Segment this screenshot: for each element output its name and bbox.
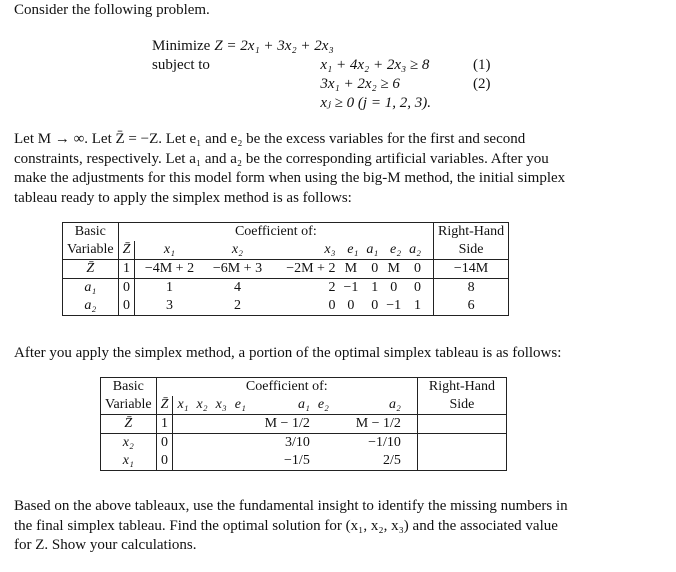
cell: −1/5 [250,452,314,471]
subject-to-label: subject to [152,57,210,73]
cell: 0 [156,434,173,453]
rhs-subheader: Side [434,241,509,260]
col-header: a₁ [362,241,382,260]
cell: 4 [233,280,241,295]
rhs-cell: −14M [434,260,509,279]
intro-text: Consider the following problem. [14,2,210,18]
cell: M − 1/2 [333,415,405,434]
cell: 0 [339,297,362,316]
cell: −1/10 [368,435,401,450]
cell: M [382,260,405,279]
cell[interactable] [193,434,212,453]
cell: 3 [135,297,204,316]
rhs-subheader: Side [417,396,506,415]
constraint-2-tag: (2) [472,76,491,92]
constraint-1-tag: (1) [472,57,491,73]
col-header: a₂ [333,396,405,415]
col-header: Z̄ [118,241,135,260]
cell: −1 [343,280,359,295]
col-header: a₂ [405,241,425,260]
row-basic: Z̄ [63,260,119,279]
paragraph-task [14,497,660,556]
basic-header: Basic [101,378,157,397]
col-header: Z̄ [156,396,173,415]
objective-function: Z = 2x₁ + 3x₂ + 2x₃ [214,38,334,54]
rhs-cell[interactable] [417,452,506,471]
variable-header: Variable [63,241,119,260]
constraint-1: x₁ + 4x₂ + 2x₃ ≥ 8 [320,57,430,73]
paragraph-line: tableau ready to apply the simplex method is as follows: [14,189,352,206]
cell: 1 [156,415,173,434]
cell: 1 [118,260,135,279]
row-basic: a₁ [63,279,119,298]
rhs-cell[interactable] [417,415,506,434]
cell: −4M + 2 [135,260,204,279]
rhs-cell: 8 [434,279,509,298]
basic-header: Basic [63,223,119,242]
paragraph-line: for Z. Show your calculations. [14,537,197,553]
cell[interactable] [193,452,212,471]
col-header: x₂ [193,396,212,415]
col-header: a₁ [250,396,314,415]
variable-header: Variable [101,396,157,415]
row-basic: x₂ [101,434,157,453]
cell: 0 [362,297,382,316]
paragraph-line: the final simplex tableau. Find the optimal solution for (x₁, x₂, x₃) and the associated value [14,517,558,534]
paragraph-line: make the adjustments for this model form when using the big-M method, the initial simplex [14,170,566,186]
cell: 1 [165,280,173,295]
rhs-cell: 6 [434,297,509,316]
cell: 3/10 [284,435,310,450]
col-header: e₁ [339,241,362,260]
cell: 0 [405,260,425,279]
cell[interactable] [314,452,333,471]
cell: 1 [405,297,425,316]
cell[interactable] [173,434,193,453]
rhs-cell[interactable] [417,434,506,453]
table-row [101,415,507,434]
col-header: x₃ [212,396,231,415]
cell: −1 [382,297,405,316]
cell[interactable] [314,415,333,434]
cell[interactable] [173,452,193,471]
rhs-header: Right-Hand [434,223,509,242]
cell: 0 [118,297,135,316]
objective-label: Minimize [152,38,211,54]
col-header: x₂ [203,241,271,260]
constraint-2: 3x₁ + 2x₂ ≥ 6 [320,76,400,92]
cell: 2 [328,280,336,295]
table-row [101,452,507,471]
nonnegativity: xⱼ ≥ 0 (j = 1, 2, 3). [320,95,431,111]
rhs-header: Right-Hand [417,378,506,397]
col-header: e₁ [231,396,250,415]
final-tableau [100,377,507,471]
cell[interactable] [231,415,250,434]
cell[interactable] [193,415,212,434]
cell[interactable] [212,434,231,453]
cell: 1 [371,280,379,295]
cell[interactable] [314,434,333,453]
lp-model [150,37,492,113]
cell: 0 [414,280,422,295]
cell: 0 [156,452,173,471]
cell: M [339,260,362,279]
cell[interactable] [212,452,231,471]
cell: −2M + 2 [271,260,339,279]
row-basic: a₂ [63,297,119,316]
col-header: x₃ [271,241,339,260]
col-header: e₂ [314,396,333,415]
initial-tableau [62,222,509,316]
paragraph-line: Let M → ∞. Let Z̄ = −Z. Let e₁ and e₂ be the excess variables for the first and second [14,131,526,147]
table-row [63,279,509,298]
cell: 2 [203,297,271,316]
cell[interactable] [212,415,231,434]
row-basic: x₁ [101,452,157,471]
col-header: x₁ [173,396,193,415]
cell: 2/5 [333,452,405,471]
table-row [101,434,507,453]
cell[interactable] [231,434,250,453]
table-row [63,260,509,279]
cell: M − 1/2 [250,415,314,434]
cell[interactable] [231,452,250,471]
coef-header: Coefficient of: [156,378,417,397]
cell: 0 [271,297,339,316]
table-row [63,297,509,316]
row-basic: Z̄ [101,415,157,434]
coef-header: Coefficient of: [118,223,433,242]
paragraph-line: constraints, respectively. Let a₁ and a₂ be the corresponding artificial variables. After you [14,150,549,167]
paragraph-line: Based on the above tableaux, use the fundamental insight to identify the missing numbers in [14,498,568,514]
cell: −6M + 3 [203,260,271,279]
cell: 0 [390,280,398,295]
paragraph-optimal-intro: After you apply the simplex method, a portion of the optimal simplex tableau is as follows: [14,345,562,361]
cell[interactable] [173,415,193,434]
col-header: x₁ [135,241,204,260]
col-header: e₂ [382,241,405,260]
paragraph-setup [14,130,660,208]
cell: 0 [362,260,382,279]
cell: 0 [118,279,135,298]
